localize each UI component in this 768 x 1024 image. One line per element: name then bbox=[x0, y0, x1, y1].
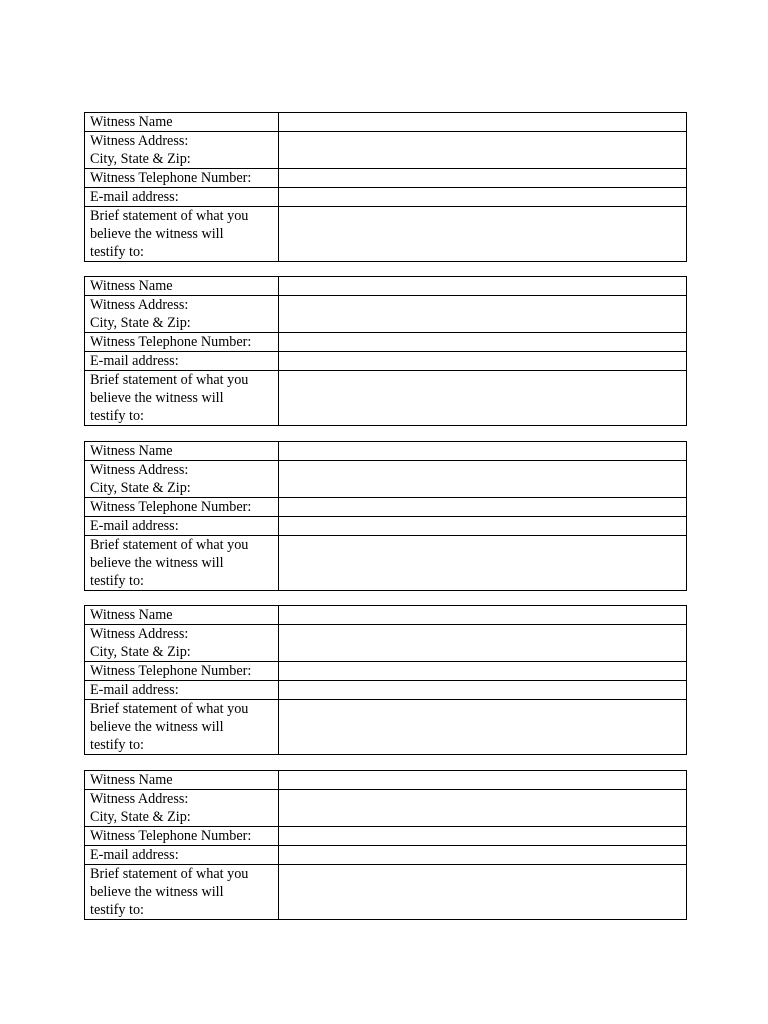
witness-address-field[interactable] bbox=[279, 132, 687, 169]
witness-address-row bbox=[85, 296, 687, 333]
witness-name-row bbox=[85, 606, 687, 625]
witness-phone-row bbox=[85, 662, 687, 681]
witness-phone-label: Witness Telephone Number: bbox=[85, 169, 279, 188]
witness-address-label-line2: City, State & Zip: bbox=[90, 315, 191, 331]
witness-statement-field[interactable] bbox=[279, 536, 687, 591]
witness-statement-field[interactable] bbox=[279, 207, 687, 262]
witness-statement-label-line3: testify to: bbox=[90, 737, 144, 753]
witness-email-field[interactable] bbox=[279, 517, 687, 536]
witness-phone-field[interactable] bbox=[279, 333, 687, 352]
witness-name-row bbox=[85, 442, 687, 461]
witness-statement-label-line2: believe the witness will bbox=[90, 884, 224, 900]
witness-email-row bbox=[85, 846, 687, 865]
witness-statement-label-line2: believe the witness will bbox=[90, 719, 224, 735]
witness-address-label bbox=[85, 296, 279, 333]
witness-statement-label bbox=[85, 371, 279, 426]
witness-name-field[interactable] bbox=[279, 606, 687, 625]
witness-statement-label-line3: testify to: bbox=[90, 573, 144, 589]
witness-name-row bbox=[85, 113, 687, 132]
witness-email-row bbox=[85, 352, 687, 371]
witness-email-field[interactable] bbox=[279, 681, 687, 700]
witness-email-label: E-mail address: bbox=[85, 352, 279, 371]
witness-phone-field[interactable] bbox=[279, 498, 687, 517]
witness-email-row bbox=[85, 188, 687, 207]
witness-address-label-line1: Witness Address: bbox=[90, 626, 189, 642]
witness-table-4 bbox=[84, 605, 687, 755]
witness-table-5 bbox=[84, 770, 687, 920]
witness-address-row bbox=[85, 132, 687, 169]
witness-statement-label-line2: believe the witness will bbox=[90, 390, 224, 406]
witness-phone-label: Witness Telephone Number: bbox=[85, 827, 279, 846]
witness-statement-label-line3: testify to: bbox=[90, 244, 144, 260]
witness-email-label: E-mail address: bbox=[85, 846, 279, 865]
witness-table-1 bbox=[84, 112, 687, 262]
witness-address-label-line1: Witness Address: bbox=[90, 462, 189, 478]
witness-address-label-line1: Witness Address: bbox=[90, 133, 189, 149]
witness-address-row bbox=[85, 625, 687, 662]
witness-statement-row bbox=[85, 536, 687, 591]
witness-address-label bbox=[85, 461, 279, 498]
witness-address-label-line1: Witness Address: bbox=[90, 791, 189, 807]
witness-table-2 bbox=[84, 276, 687, 426]
witness-statement-field[interactable] bbox=[279, 371, 687, 426]
witness-address-field[interactable] bbox=[279, 625, 687, 662]
witness-statement-row bbox=[85, 865, 687, 920]
witness-statement-field[interactable] bbox=[279, 700, 687, 755]
witness-statement-label-line3: testify to: bbox=[90, 902, 144, 918]
witness-email-field[interactable] bbox=[279, 846, 687, 865]
witness-name-field[interactable] bbox=[279, 771, 687, 790]
witness-address-label-line1: Witness Address: bbox=[90, 297, 189, 313]
witness-statement-label-line1: Brief statement of what you bbox=[90, 208, 249, 224]
witness-address-label bbox=[85, 132, 279, 169]
witness-address-label-line2: City, State & Zip: bbox=[90, 480, 191, 496]
witness-address-label-line2: City, State & Zip: bbox=[90, 151, 191, 167]
witness-statement-label-line1: Brief statement of what you bbox=[90, 701, 249, 717]
witness-address-row bbox=[85, 790, 687, 827]
witness-name-row bbox=[85, 771, 687, 790]
witness-name-label: Witness Name bbox=[85, 606, 279, 625]
witness-email-label: E-mail address: bbox=[85, 681, 279, 700]
witness-statement-field[interactable] bbox=[279, 865, 687, 920]
witness-phone-row bbox=[85, 827, 687, 846]
witness-name-label: Witness Name bbox=[85, 277, 279, 296]
witness-email-label: E-mail address: bbox=[85, 517, 279, 536]
witness-name-label: Witness Name bbox=[85, 771, 279, 790]
witness-statement-label-line1: Brief statement of what you bbox=[90, 372, 249, 388]
witness-email-row bbox=[85, 681, 687, 700]
witness-phone-row bbox=[85, 498, 687, 517]
witness-name-field[interactable] bbox=[279, 442, 687, 461]
witness-address-row bbox=[85, 461, 687, 498]
witness-statement-label-line1: Brief statement of what you bbox=[90, 537, 249, 553]
witness-name-label: Witness Name bbox=[85, 113, 279, 132]
witness-statement-label-line1: Brief statement of what you bbox=[90, 866, 249, 882]
witness-address-label bbox=[85, 790, 279, 827]
witness-email-field[interactable] bbox=[279, 188, 687, 207]
witness-statement-label bbox=[85, 536, 279, 591]
witness-name-label: Witness Name bbox=[85, 442, 279, 461]
witness-address-field[interactable] bbox=[279, 461, 687, 498]
witness-statement-label-line3: testify to: bbox=[90, 408, 144, 424]
witness-statement-label bbox=[85, 865, 279, 920]
witness-table-3 bbox=[84, 441, 687, 591]
witness-phone-field[interactable] bbox=[279, 169, 687, 188]
witness-phone-row bbox=[85, 169, 687, 188]
witness-statement-label bbox=[85, 700, 279, 755]
witness-name-row bbox=[85, 277, 687, 296]
witness-phone-field[interactable] bbox=[279, 827, 687, 846]
witness-address-field[interactable] bbox=[279, 790, 687, 827]
witness-phone-label: Witness Telephone Number: bbox=[85, 662, 279, 681]
witness-name-field[interactable] bbox=[279, 277, 687, 296]
witness-statement-label-line2: believe the witness will bbox=[90, 555, 224, 571]
witness-statement-label bbox=[85, 207, 279, 262]
witness-email-row bbox=[85, 517, 687, 536]
witness-statement-row bbox=[85, 371, 687, 426]
witness-phone-label: Witness Telephone Number: bbox=[85, 498, 279, 517]
witness-address-label-line2: City, State & Zip: bbox=[90, 809, 191, 825]
witness-phone-label: Witness Telephone Number: bbox=[85, 333, 279, 352]
witness-phone-row bbox=[85, 333, 687, 352]
witness-name-field[interactable] bbox=[279, 113, 687, 132]
witness-email-field[interactable] bbox=[279, 352, 687, 371]
witness-address-label-line2: City, State & Zip: bbox=[90, 644, 191, 660]
witness-address-field[interactable] bbox=[279, 296, 687, 333]
witness-statement-row bbox=[85, 700, 687, 755]
witness-email-label: E-mail address: bbox=[85, 188, 279, 207]
witness-statement-row bbox=[85, 207, 687, 262]
witness-statement-label-line2: believe the witness will bbox=[90, 226, 224, 242]
witness-phone-field[interactable] bbox=[279, 662, 687, 681]
witness-address-label bbox=[85, 625, 279, 662]
